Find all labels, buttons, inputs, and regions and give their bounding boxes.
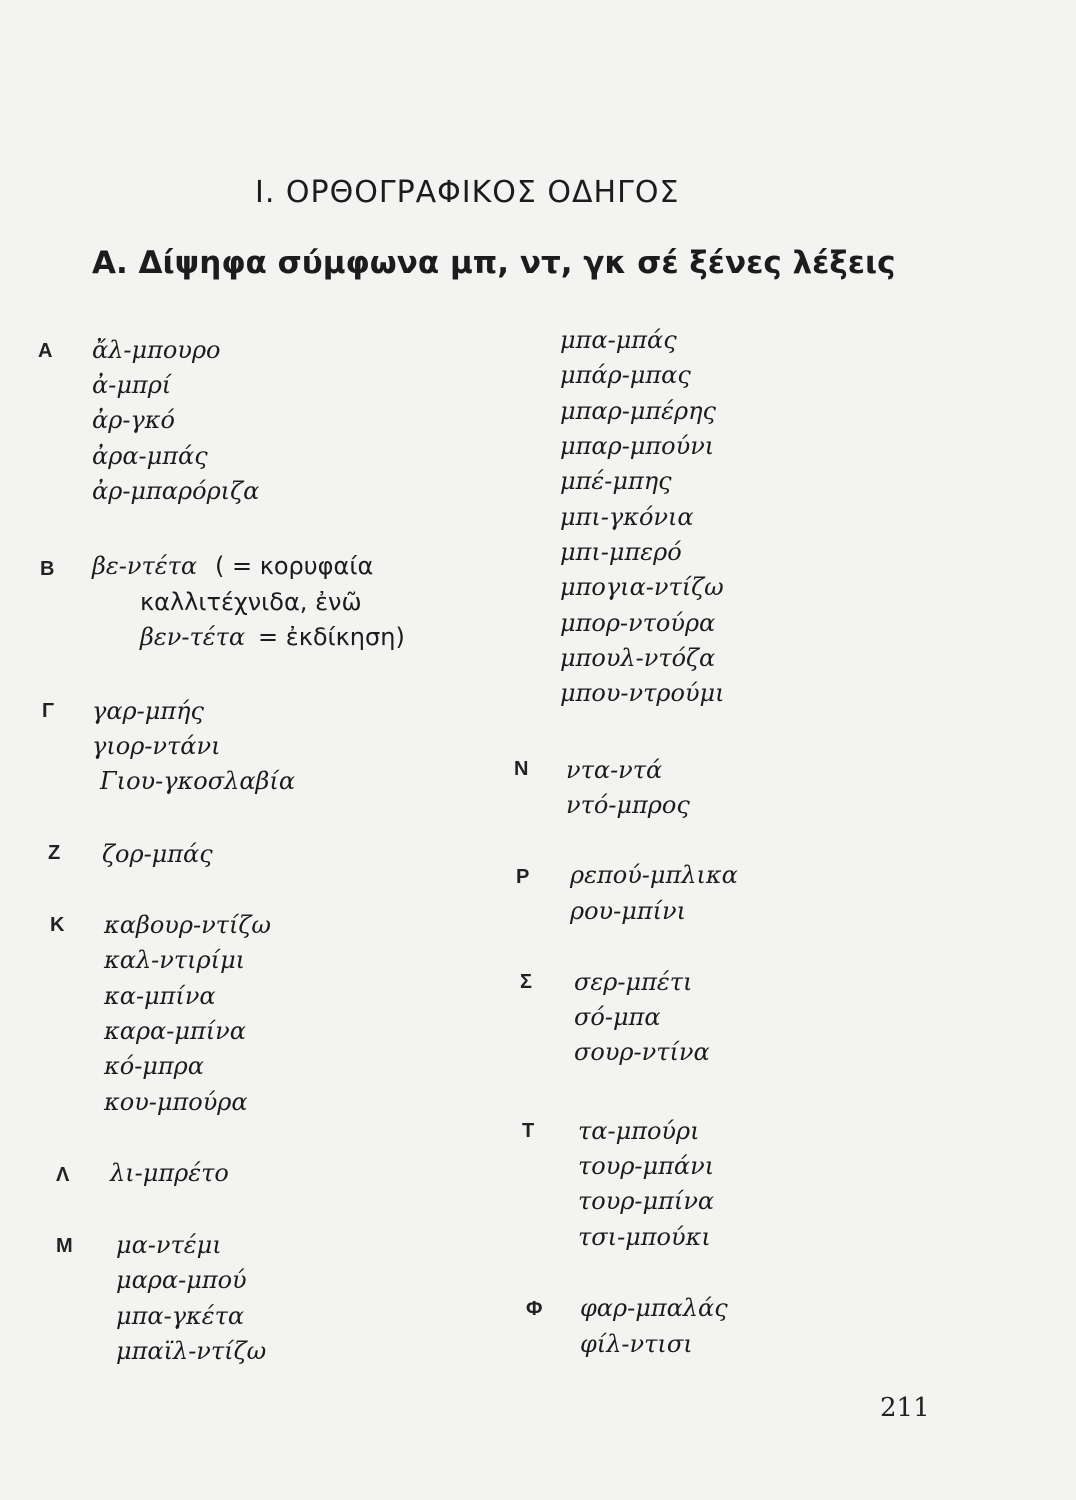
word-entry: γαρ-μπής (92, 697, 204, 725)
letter-heading-phi: Φ (526, 1298, 543, 1320)
word-entry: μπαρ-μπέρης (560, 397, 716, 425)
word-entry: μα-ντέμι (116, 1231, 222, 1259)
word-entry: τουρ-μπίνα (578, 1187, 715, 1215)
word-entry: τσι-μπούκι (578, 1223, 711, 1251)
word-entry: τουρ-μπάνι (578, 1152, 715, 1180)
word-entry: μπαρ-μπούνι (560, 432, 715, 460)
word-entry: μπάρ-μπας (560, 361, 691, 389)
word-entry: μπογια-ντίζω (560, 573, 724, 601)
word-note: = ἐκδίκηση) (258, 623, 405, 651)
word-entry: μπουλ-ντόζα (560, 644, 716, 672)
word-entry: ρεπού-μπλικα (570, 861, 738, 889)
word-entry: ζορ-μπάς (102, 840, 213, 868)
word-entry: μπέ-μπης (560, 467, 672, 495)
word-entry: μπου-ντρούμι (560, 679, 725, 707)
letter-heading-sigma: Σ (520, 971, 533, 993)
word-entry: γιορ-ντάνι (92, 732, 221, 760)
word-entry: σουρ-ντίνα (574, 1038, 710, 1066)
word-entry: Γιου-γκοσλαβία (100, 767, 296, 795)
word-entry: φίλ-ντισι (580, 1330, 693, 1358)
word-entry: ἀρα-μπάς (92, 442, 208, 470)
word-entry: μπι-μπερό (560, 538, 682, 566)
letter-heading-lambda: Λ (56, 1164, 70, 1186)
letter-heading-kappa: Κ (50, 914, 65, 936)
word-entry: ρου-μπίνι (570, 897, 687, 925)
word-entry: φαρ-μπαλάς (580, 1294, 728, 1322)
letter-heading-tau: Τ (522, 1120, 535, 1142)
word-entry: βεν-τέτα (140, 623, 246, 651)
word-entry: σό-μπα (574, 1003, 661, 1031)
word-entry: καβουρ-ντίζω (104, 911, 271, 939)
word-entry: ντα-ντά (566, 756, 663, 784)
word-entry: μπα-γκέτα (116, 1302, 245, 1330)
word-entry: καρα-μπίνα (104, 1017, 246, 1045)
word-note: καλλιτέχνιδα, ἐνῶ (140, 588, 362, 616)
section-title: Ι. ΟΡΘΟΓΡΑΦΙΚΟΣ ΟΔΗΓΟΣ (255, 175, 680, 210)
word-entry: μπι-γκόνια (560, 503, 694, 531)
subsection-title: Α. Δίψηφα σύμφωνα μπ, ντ, γκ σέ ξένες λέξεις (92, 245, 896, 281)
word-entry: ἀ-μπρί (92, 371, 172, 399)
letter-heading-gamma: Γ (42, 700, 55, 722)
letter-heading-nu: Ν (514, 758, 529, 780)
word-entry: ἄλ-μπουρο (92, 336, 221, 364)
letter-heading-mu: Μ (56, 1235, 73, 1257)
word-entry: κου-μπούρα (104, 1088, 248, 1116)
word-entry: μπορ-ντούρα (560, 609, 716, 637)
word-entry: ντό-μπρος (566, 791, 690, 819)
word-entry: κό-μπρα (104, 1052, 204, 1080)
word-entry: λι-μπρέτο (110, 1159, 229, 1187)
word-entry: ἀρ-γκό (92, 406, 175, 434)
letter-heading-zeta: Ζ (48, 842, 61, 864)
word-note: ( = κορυφαία (215, 552, 374, 580)
letter-heading-beta: Β (40, 558, 55, 580)
letter-heading-alpha: Α (38, 340, 53, 362)
word-entry: βε-ντέτα (92, 552, 198, 580)
letter-heading-rho: Ρ (516, 866, 530, 888)
word-entry: μπα-μπάς (560, 326, 677, 354)
word-entry: ἀρ-μπαρόριζα (92, 477, 260, 505)
word-entry: μαρα-μπού (116, 1266, 247, 1294)
word-entry: τα-μπούρι (578, 1117, 700, 1145)
word-entry: καλ-ντιρίμι (104, 946, 246, 974)
word-entry: κα-μπίνα (104, 982, 216, 1010)
word-entry: σερ-μπέτι (574, 968, 693, 996)
word-entry: μπαϊλ-ντίζω (116, 1337, 267, 1365)
page-number: 211 (880, 1393, 930, 1423)
